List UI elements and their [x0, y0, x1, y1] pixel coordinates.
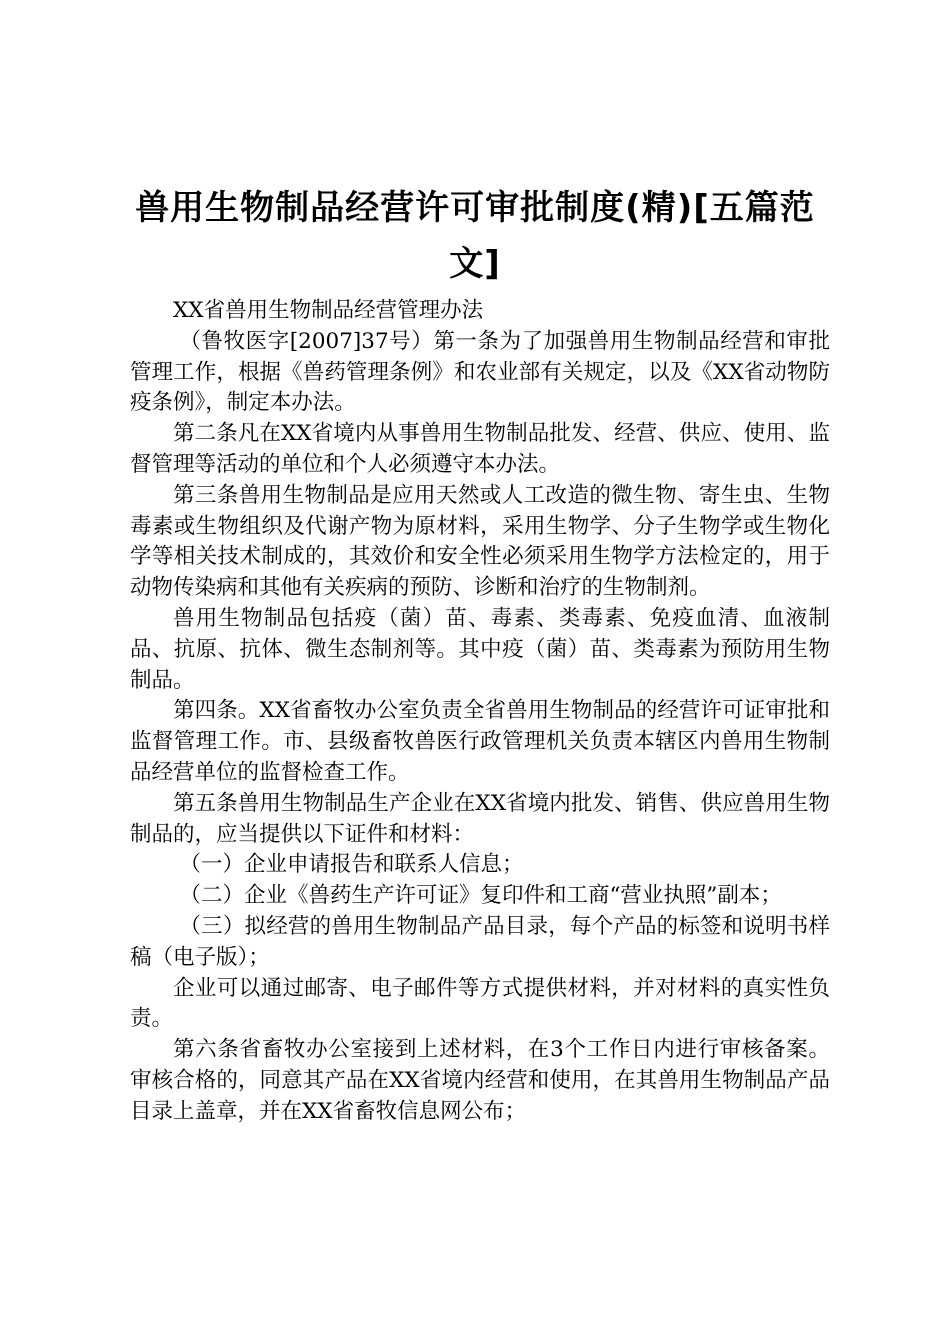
paragraph-submission-note: 企业可以通过邮寄、电子邮件等方式提供材料，并对材料的真实性负责。 — [130, 975, 830, 1032]
paragraph-article-2: 第二条凡在XX省境内从事兽用生物制品批发、经营、供应、使用、监督管理等活动的单位和个人必须遵守本办法。 — [130, 421, 830, 477]
document-body — [130, 296, 830, 1128]
paragraph-article-5: 第五条兽用生物制品生产企业在XX省境内批发、销售、供应兽用生物制品的，应当提供以下证件和材料： — [130, 790, 830, 847]
paragraph-heading: XX省兽用生物制品经营管理办法 — [173, 298, 484, 323]
paragraph-item-2: （二）企业《兽药生产许可证》复印件和工商“营业执照”副本； — [179, 883, 782, 909]
paragraph-article-6: 第六条省畜牧办公室接到上述材料，在3个工作日内进行审核备案。审核合格的，同意其产品在XX省境内经营和使用，在其兽用生物制品产品目录上盖章，并在XX省畜牧信息网公布； — [130, 1037, 830, 1124]
paragraph-article-3: 第三条兽用生物制品是应用天然或人工改造的微生物、寄生虫、生物毒素或生物组织及代谢产物为原材料，采用生物学、分子生物学或生物化学等相关技术制成的，其效价和安全性必须采用生物学方法检定的，用于动物传染病和其他有关疾病的预防、诊断和治疗的生物制剂。 — [130, 482, 830, 601]
paragraph-item-3: （三）拟经营的兽用生物制品产品目录，每个产品的标签和说明书样稿（电子版）； — [130, 913, 830, 970]
paragraph-article-3-scope: 兽用生物制品包括疫（菌）苗、毒素、类毒素、免疫血清、血液制品、抗原、抗体、微生态制剂等。其中疫（菌）苗、类毒素为预防用生物制品。 — [130, 605, 830, 693]
paragraph-article-4: 第四条。XX省畜牧办公室负责全省兽用生物制品的经营许可证审批和监督管理工作。市、县级畜牧兽医行政管理机关负责本辖区内兽用生物制品经营单位的监督检查工作。 — [130, 698, 830, 785]
paragraph-item-1: （一）企业申请报告和联系人信息； — [179, 852, 524, 878]
document-title: 兽用生物制品经营许可审批制度(精)[五篇范文] — [135, 188, 815, 284]
paragraph-article-1: （鲁牧医字[2007]37号）第一条为了加强兽用生物制品经营和审批管理工作，根据《兽药管理条例》和农业部有关规定，以及《XX省动物防疫条例》，制定本办法。 — [130, 328, 830, 416]
